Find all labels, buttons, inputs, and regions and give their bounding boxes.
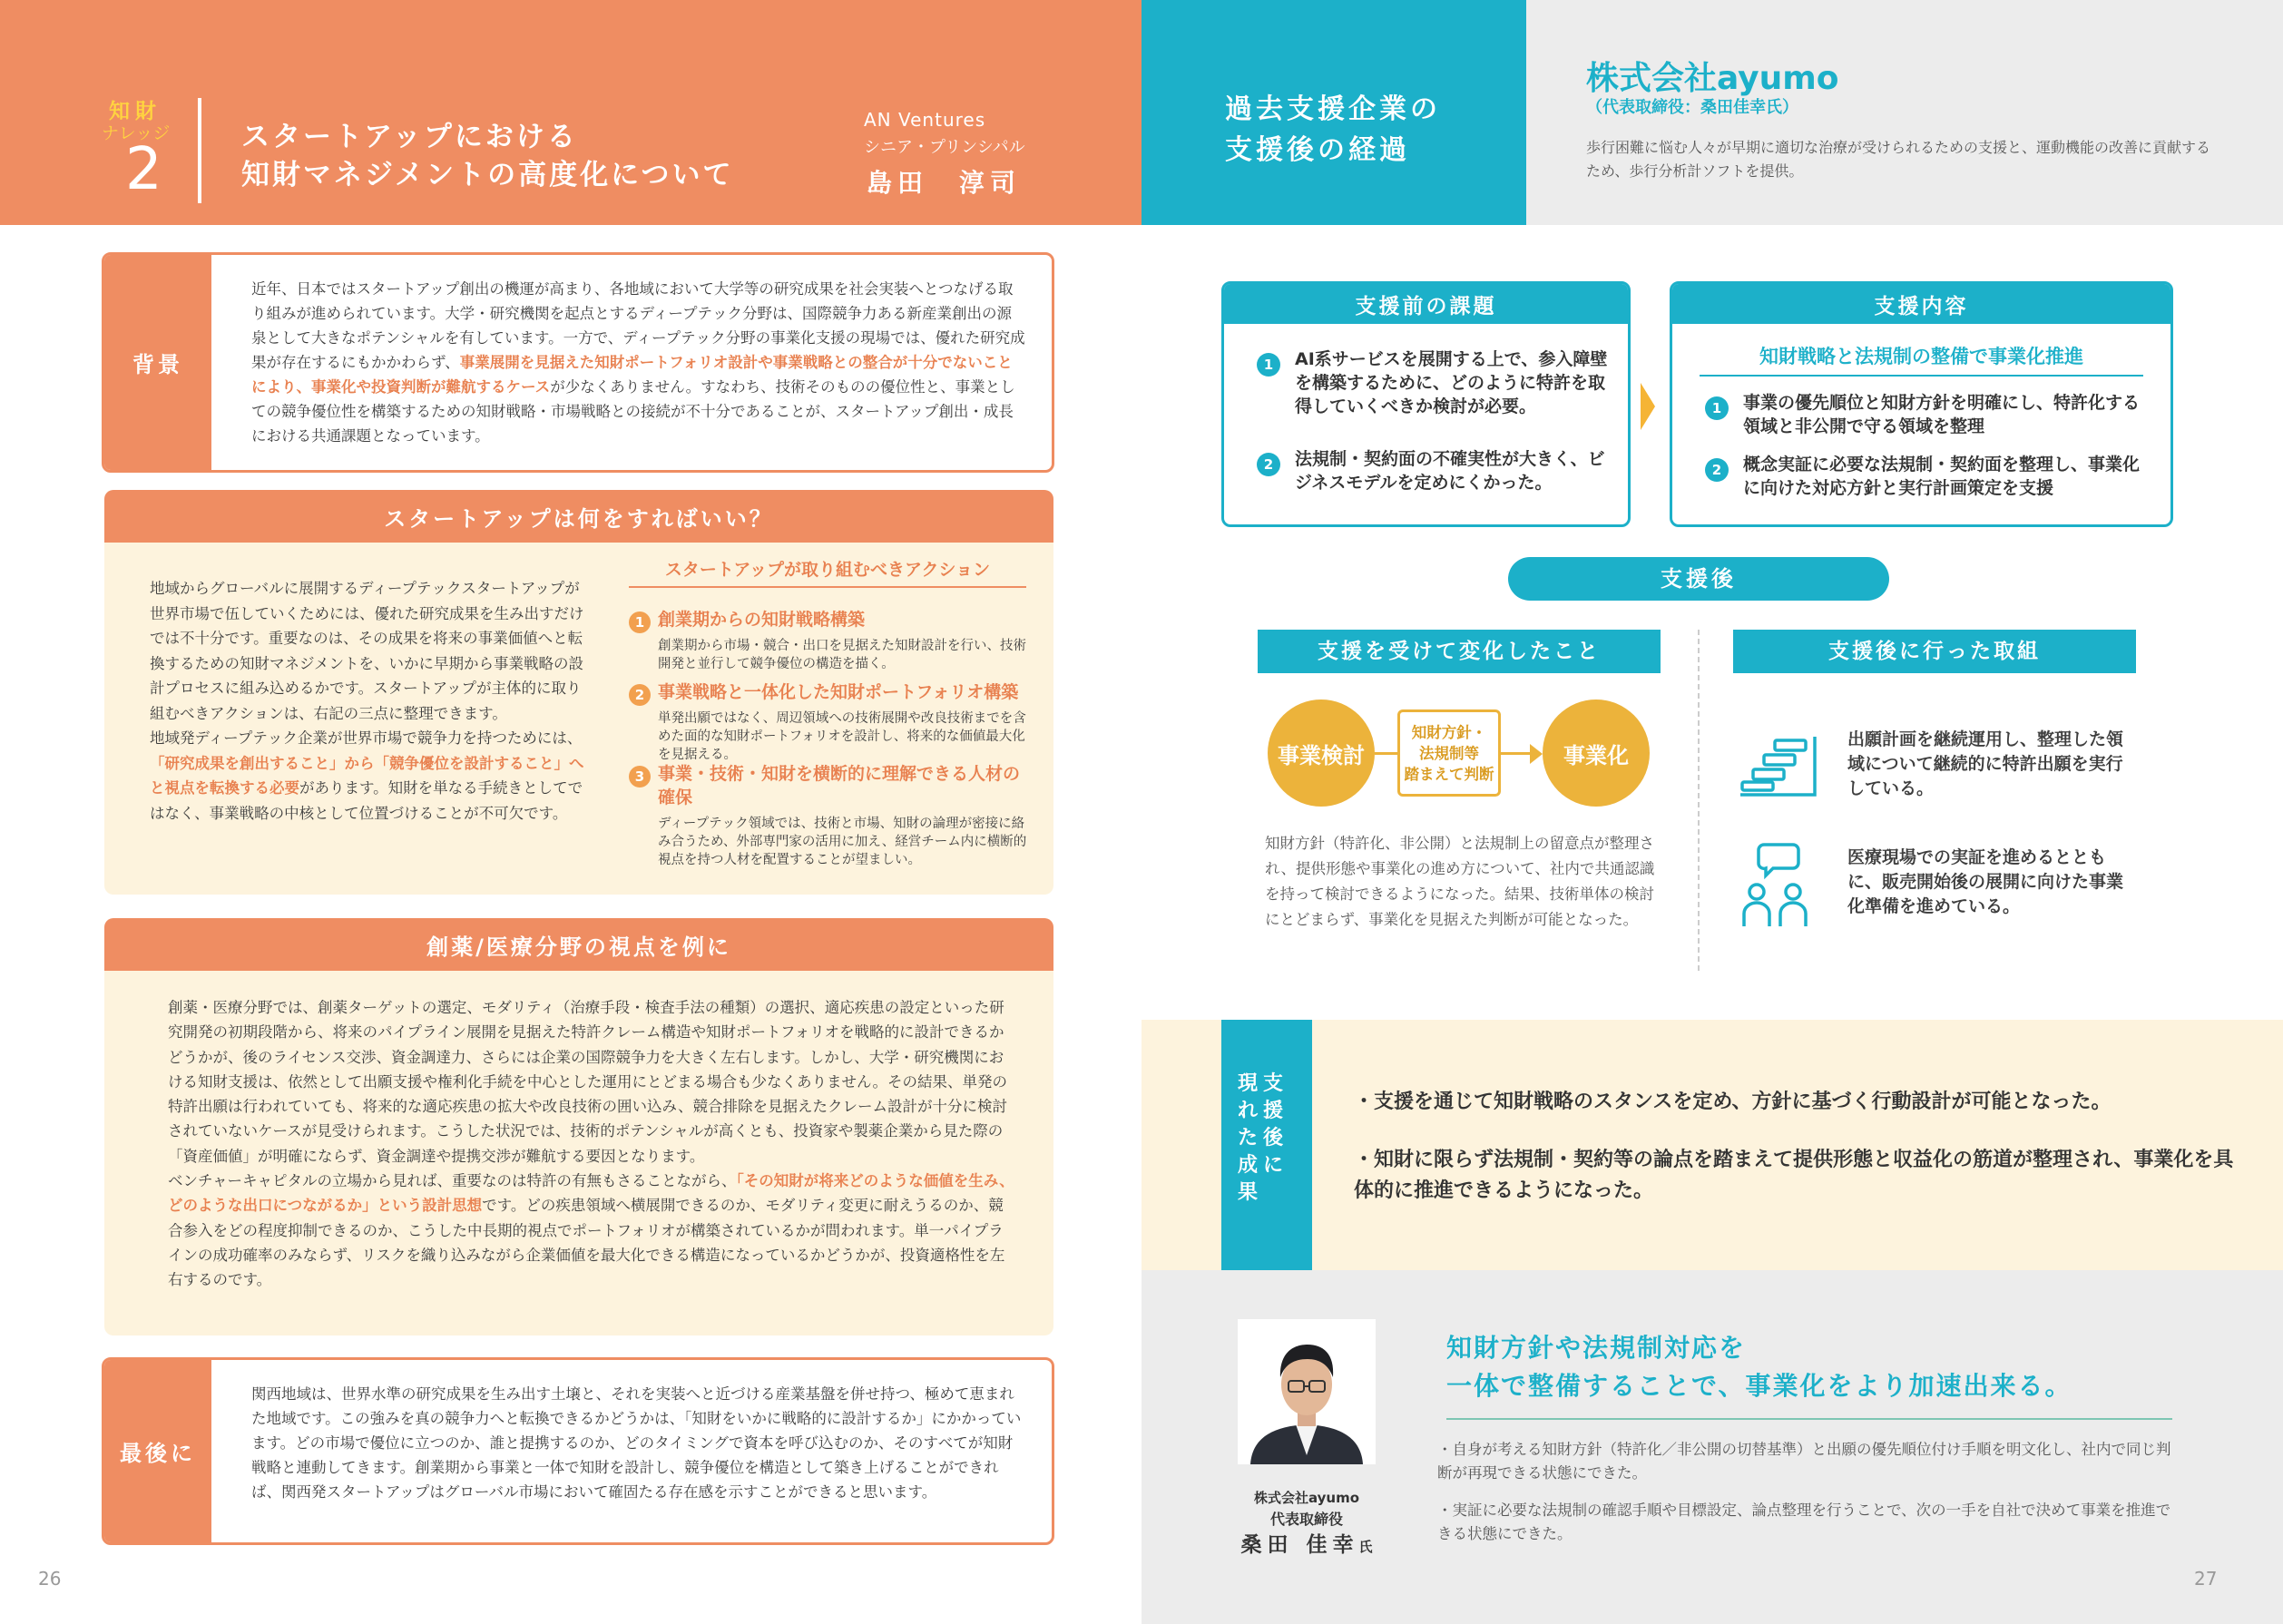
support-number: 2 bbox=[1705, 458, 1729, 482]
background-highlight: 事業展開を見据えた知財ポートフォリオ設計や事業戦略との整合が十分でないことにより、事業化や投資判断が難航するケース bbox=[251, 354, 1013, 396]
changes-header: 支援を受けて変化したこと bbox=[1258, 630, 1661, 673]
final-text: 関西地域は、世界水準の研究成果を生み出す土壌と、それを実装へと近づける産業基盤を併せ持つ、極めて恵まれた地域です。この強みを真の競争力へと転換できるかどうかは、「知財をいかに戦略的に設計するか」にかかっています。どの市場で優位に立つのか、誰と提携するのか、どのタイミングで資本を呼び込むのか、そのすべてが知財戦略と連動してきます。創業期から事業と一体で知財を設計し、競争優位を構造として築き上げることができれば、関西発スタートアップはグローバル市場において確固たる存在感を示すことができると思います。 bbox=[251, 1385, 1022, 1501]
changes-text: 知財方針（特許化、非公開）と法規制上の留意点が整理され、提供形態や事業化の進め方について、社内で共通認識を持って検討できるようになった。結果、技術単体の検討にとどまらず、事業化を見据えた判断が可能となった。 bbox=[1265, 835, 1655, 928]
person-honorific: 氏 bbox=[1358, 1539, 1373, 1555]
startup-text-3: があります。知財を単なる手続きとしてではなく、事業戦略の中核として位置づけることが不可欠です。 bbox=[150, 779, 583, 822]
action-desc: ディープテック領域では、技術と市場、知財の論理が密接に絡み合うため、外部専門家の活用に加え、経営チーム内に横断的視点を持つ人材を配置することが望ましい。 bbox=[658, 817, 1027, 867]
medical-header: 創薬/医療分野の視点を例に bbox=[104, 918, 1053, 971]
action-title: 事業・技術・知財を横断的に理解できる人材の確保 bbox=[658, 764, 1021, 807]
after-action-item: 医療現場での実証を進めるとともに、販売開始後の展開に向けた事業化準備を進めている。 bbox=[1847, 847, 2124, 916]
right-title-line2: 支援後の経過 bbox=[1225, 134, 1410, 166]
quote-bullet: ・自身が考える知財方針（特許化／非公開の切替基準）と出願の優先順位付け手順を明文化し、社内で同じ判断が再現できる状態にできた。 bbox=[1437, 1441, 2171, 1482]
quote-bullet: ・実証に必要な法規制の確認手順や目標設定、論点整理を行うことで、次の一手を自社で決めて事業を推進できる状態にできた。 bbox=[1437, 1502, 2171, 1542]
action-number: 2 bbox=[629, 684, 651, 706]
startup-text-2: 地域発ディープテック企業が世界市場で競争力を持つためには、 bbox=[150, 729, 583, 747]
issue-text: 法規制・契約面の不確実性が大きく、ビジネスモデルを定めにくかった。 bbox=[1295, 449, 1605, 493]
result-bullet: ・知財に限らず法規制・契約等の論点を踏まえて提供形態と収益化の筋道が整理され、事業化を具体的に推進できるようになった。 bbox=[1354, 1149, 2234, 1202]
background-text-2: が少なくありません。すなわち、技術そのものの優位性と、事業としての競争優位性を構築するための知財戦略・市場戦略との接続が不十分であることが、スタートアップ創出・成長における共通課題となっています。 bbox=[251, 378, 1015, 445]
author-org: AN Ventures bbox=[864, 109, 986, 131]
author-name: 島田 淳司 bbox=[867, 168, 1022, 198]
support-number: 1 bbox=[1705, 396, 1729, 420]
right-title-line1: 過去支援企業の bbox=[1225, 93, 1441, 125]
pre-support-box bbox=[1221, 281, 1631, 527]
article-title-line1: スタートアップにおける bbox=[241, 121, 578, 153]
arrow-right-icon bbox=[1641, 383, 1655, 430]
flow-middle-text: 知財方針・ bbox=[1411, 724, 1487, 741]
startup-section bbox=[104, 490, 1053, 895]
actions-after-header: 支援後に行った取組 bbox=[1733, 630, 2136, 673]
person-name bbox=[1227, 1528, 1386, 1558]
startup-highlight: 「研究成果を創出すること」から「競争優位を設計すること」へと視点を転換する必要 bbox=[150, 754, 584, 797]
flow-end-circle: 事業化 bbox=[1543, 699, 1650, 807]
author-title: シニア・プリンシパル bbox=[864, 138, 1025, 157]
quote-divider bbox=[1446, 1418, 2172, 1420]
header-divider bbox=[198, 98, 201, 203]
startup-text bbox=[150, 576, 585, 826]
background-label: 背景 bbox=[104, 255, 211, 470]
startup-header: スタートアップは何をすればいい？ bbox=[104, 490, 1053, 543]
page-number-left: 26 bbox=[38, 1568, 62, 1590]
action-number: 3 bbox=[629, 766, 651, 788]
final-section bbox=[102, 1357, 1054, 1545]
action-title: 事業戦略と一体化した知財ポートフォリオ構築 bbox=[658, 682, 1019, 702]
quote-line: 知財方針や法規制対応を bbox=[1446, 1333, 1747, 1363]
support-subtitle: 知財戦略と法規制の整備で事業化推進 bbox=[1700, 340, 2143, 377]
issue-number: 2 bbox=[1257, 453, 1280, 476]
support-text: 概念実証に必要な法規制・契約面を整理し、事業化に向けた対応方針と実行計画策定を支援 bbox=[1743, 455, 2141, 498]
knowledge-sublabel: ナレッジ bbox=[102, 123, 171, 143]
knowledge-number: 2 bbox=[125, 136, 162, 203]
company-desc: 歩行困難に悩む人々が早期に適切な治療が受けられるための支援と、運動機能の改善に貢献するため、歩行分析計ソフトを提供。 bbox=[1586, 139, 2211, 180]
after-action-item: 出願計画を継続運用し、整理した領域について継続的に特許出願を実行している。 bbox=[1847, 729, 2124, 798]
background-text-1: 近年、日本ではスタートアップ創出の機運が高まり、各地域において大学等の研究成果を社会実装へとつなげる取り組みが進められています。大学・研究機関を起点とするディープテック分野は、国際競争力ある新産業創出の源泉として大きなポテンシャルを有しています。一方で、ディープテック分野の事業化支援の現場では、優れた研究成果が存在するにもかかわらず、 bbox=[251, 280, 1025, 371]
action-title: 創業期からの知財戦略構築 bbox=[658, 610, 866, 630]
flow-connector bbox=[1501, 752, 1532, 755]
medical-section bbox=[104, 918, 1053, 1335]
startup-text-1: 地域からグローバルに展開するディープテックスタートアップが世界市場で伍していくためには、優れた研究成果を生み出すだけでは不十分です。重要なのは、その成果を将来の事業価値へと転換するための知財マネジメントを、いかに早期から事業戦略の設計プロセスに組み込めるかです。スタートアップが主体的に取り組むべきアクションは、右記の三点に整理できます。 bbox=[150, 580, 584, 722]
action-desc: 単発出願ではなく、周辺領域への技術展開や改良技術までを含めた面的な知財ポートフォリオを設計し、将来的な価値最大化を見据える。 bbox=[658, 711, 1026, 762]
background-text bbox=[251, 277, 1026, 448]
medical-text-2: ベンチャーキャピタルの立場から見れば、重要なのは特許の有無もさることながら、 bbox=[168, 1172, 737, 1190]
company-name: 株式会社ayumo bbox=[1586, 60, 1839, 97]
quote-line: 一体で整備することで、事業化をより加速出来る。 bbox=[1446, 1371, 2072, 1401]
medical-text-3: です。どの疾患領域へ横展開できるのか、モダリティ変更に耐えうるのか、競合参入をどの程度抑制できるのか、こうした中長期的視点でポートフォリオが構築されているかが問われます。単一パイプラインの成功確率のみならず、リスクを織り込みながら企業価値を最大化できる構造になっているかどうかが、投資適格性を左右するのです。 bbox=[168, 1197, 1005, 1289]
medical-highlight: 「その知財が将来どのような価値を生み、どのような出口につながるか」という設計思想 bbox=[168, 1172, 1014, 1215]
results-label-col1: 支 援 後 に bbox=[1262, 1072, 1283, 1177]
person-company: 株式会社ayumo bbox=[1253, 1490, 1360, 1506]
actions-header: スタートアップが取り組むべきアクション bbox=[629, 553, 1026, 588]
medical-text-1: 創薬・医療分野では、創薬ターゲットの選定、モダリティ（治療手段・検査手法の種類）の選択、適応疾患の設定といった研究開発の初期段階から、将来のパイプライン展開を見据えた特許クレーム構造や知財ポートフォリオを戦略的に設計できるかどうかが、後のライセンス交渉、資金調達力、さらには企業の国際競争力を大きく左右します。しかし、大学・研究機関における知財支援は、依然として出願支援や権利化手続を中心とした運用にとどまる場合も少なくありません。その結果、単発の特許出願は行われていても、将来的な適応疾患の拡大や改良技術の囲い込み、競合排除を見据えたクレーム設計が十分に検討されていないケースが見受けられます。こうした状況では、技術的ポテンシャルが高くとも、投資家や製薬企業から見た際の「資産価値」が明確にならず、資金調達や提携交渉が難航する要因となります。 bbox=[168, 999, 1007, 1165]
pre-support-header: 支援前の課題 bbox=[1224, 284, 1628, 324]
person-name-text: 桑田 佳幸 bbox=[1240, 1533, 1359, 1557]
flow-start-circle: 事業検討 bbox=[1268, 699, 1375, 807]
knowledge-label: 知財 bbox=[109, 100, 162, 123]
support-text: 事業の優先順位と知財方針を明確にし、特許化する領域と非公開で守る領域を整理 bbox=[1743, 393, 2141, 436]
person-photo bbox=[1238, 1319, 1376, 1464]
company-rep: （代表取締役：桑田佳幸氏） bbox=[1586, 98, 1798, 117]
flow-middle-text: 踏まえて判断 bbox=[1404, 766, 1494, 783]
column-divider bbox=[1698, 630, 1700, 971]
results-label-col2: 現 れ た 成 果 bbox=[1237, 1072, 1258, 1204]
flow-connector bbox=[1375, 752, 1397, 755]
result-bullet: ・支援を通じて知財戦略のスタンスを定め、方針に基づく行動設計が可能となった。 bbox=[1354, 1091, 2112, 1113]
support-box bbox=[1670, 281, 2173, 527]
after-support-label: 支援後 bbox=[1508, 557, 1889, 601]
medical-text bbox=[168, 995, 1016, 1293]
action-number: 1 bbox=[629, 611, 651, 633]
stairs-chart-icon bbox=[1737, 731, 1818, 804]
chat-people-icon bbox=[1737, 839, 1818, 930]
final-label: 最後に bbox=[104, 1360, 211, 1542]
support-header: 支援内容 bbox=[1672, 284, 2170, 324]
background-section bbox=[102, 252, 1054, 473]
issue-text: AI系サービスを展開する上で、参入障壁を構築するために、どのように特許を取得していくべきか検討が必要。 bbox=[1295, 349, 1608, 416]
action-desc: 創業期から市場・競合・出口を見据えた知財設計を行い、技術開発と並行して競争優位の構造を描く。 bbox=[658, 639, 1026, 671]
article-title-line2: 知財マネジメントの高度化について bbox=[241, 159, 734, 191]
flow-middle-text: 法規制等 bbox=[1419, 745, 1479, 762]
flow-middle-box bbox=[1397, 709, 1501, 797]
issue-number: 1 bbox=[1257, 353, 1280, 377]
flow-arrow-icon bbox=[1530, 744, 1543, 764]
page-number-right: 27 bbox=[2194, 1568, 2218, 1590]
person-role: 代表取締役 bbox=[1269, 1511, 1343, 1528]
